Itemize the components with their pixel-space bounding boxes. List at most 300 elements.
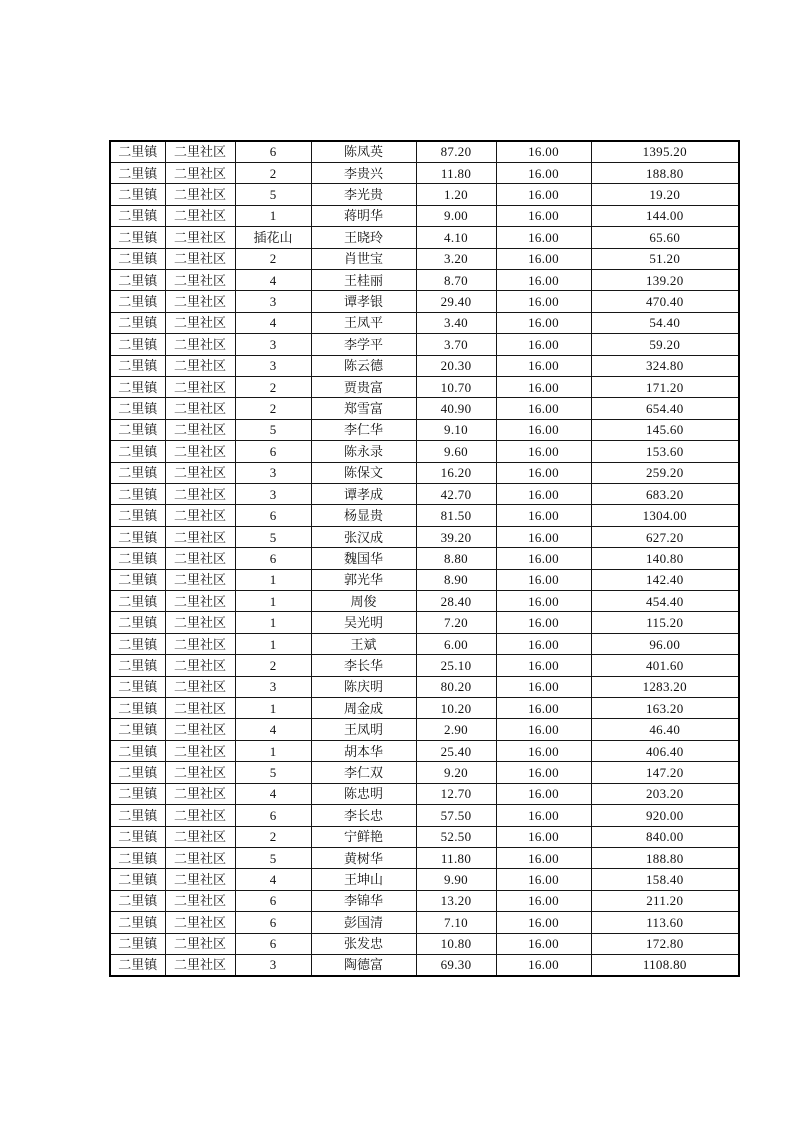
cell-quantity: 11.80 [416,847,496,868]
cell-person-name: 黄树华 [311,847,416,868]
cell-group: 3 [235,334,311,355]
cell-town: 二里镇 [110,762,165,783]
cell-group: 1 [235,698,311,719]
cell-quantity: 7.20 [416,612,496,633]
cell-amount: 59.20 [591,334,739,355]
cell-town: 二里镇 [110,612,165,633]
cell-community: 二里社区 [165,398,235,419]
cell-unit-rate: 16.00 [496,441,591,462]
cell-unit-rate: 16.00 [496,526,591,547]
cell-person-name: 陈永录 [311,441,416,462]
cell-person-name: 贾贵富 [311,376,416,397]
cell-town: 二里镇 [110,248,165,269]
table-row [110,826,739,847]
cell-group: 6 [235,805,311,826]
cell-group: 2 [235,248,311,269]
cell-quantity: 16.20 [416,462,496,483]
cell-town: 二里镇 [110,548,165,569]
cell-community: 二里社区 [165,227,235,248]
cell-community: 二里社区 [165,376,235,397]
cell-amount: 140.80 [591,548,739,569]
cell-person-name: 彭国清 [311,912,416,933]
cell-quantity: 11.80 [416,162,496,183]
cell-community: 二里社区 [165,591,235,612]
cell-person-name: 王坤山 [311,869,416,890]
cell-amount: 115.20 [591,612,739,633]
cell-amount: 96.00 [591,633,739,654]
cell-town: 二里镇 [110,933,165,954]
cell-town: 二里镇 [110,805,165,826]
cell-person-name: 吴光明 [311,612,416,633]
cell-unit-rate: 16.00 [496,419,591,440]
cell-town: 二里镇 [110,291,165,312]
cell-quantity: 3.70 [416,334,496,355]
cell-town: 二里镇 [110,334,165,355]
cell-quantity: 12.70 [416,783,496,804]
table-row [110,419,739,440]
table-row [110,376,739,397]
cell-town: 二里镇 [110,655,165,676]
cell-person-name: 李仁双 [311,762,416,783]
table-row [110,269,739,290]
cell-community: 二里社区 [165,783,235,804]
cell-town: 二里镇 [110,227,165,248]
cell-unit-rate: 16.00 [496,569,591,590]
cell-town: 二里镇 [110,376,165,397]
cell-person-name: 蒋明华 [311,205,416,226]
cell-unit-rate: 16.00 [496,248,591,269]
cell-group: 3 [235,291,311,312]
table-row [110,291,739,312]
cell-unit-rate: 16.00 [496,719,591,740]
cell-quantity: 9.20 [416,762,496,783]
cell-town: 二里镇 [110,890,165,911]
cell-amount: 211.20 [591,890,739,911]
cell-unit-rate: 16.00 [496,162,591,183]
cell-group: 2 [235,398,311,419]
cell-person-name: 郑雪富 [311,398,416,419]
table-row [110,526,739,547]
cell-amount: 627.20 [591,526,739,547]
cell-amount: 172.80 [591,933,739,954]
cell-group: 6 [235,548,311,569]
cell-community: 二里社区 [165,462,235,483]
cell-town: 二里镇 [110,676,165,697]
table-row [110,484,739,505]
cell-person-name: 陶德富 [311,954,416,975]
cell-unit-rate: 16.00 [496,740,591,761]
cell-town: 二里镇 [110,312,165,333]
cell-person-name: 陈云德 [311,355,416,376]
cell-unit-rate: 16.00 [496,954,591,975]
cell-quantity: 25.10 [416,655,496,676]
cell-amount: 19.20 [591,184,739,205]
cell-unit-rate: 16.00 [496,269,591,290]
cell-group: 4 [235,783,311,804]
cell-group: 6 [235,912,311,933]
cell-amount: 144.00 [591,205,739,226]
cell-person-name: 王桂丽 [311,269,416,290]
cell-person-name: 郭光华 [311,569,416,590]
cell-group: 3 [235,355,311,376]
cell-amount: 158.40 [591,869,739,890]
cell-amount: 454.40 [591,591,739,612]
cell-group: 1 [235,633,311,654]
cell-person-name: 肖世宝 [311,248,416,269]
cell-quantity: 40.90 [416,398,496,419]
cell-unit-rate: 16.00 [496,676,591,697]
cell-town: 二里镇 [110,847,165,868]
cell-quantity: 8.70 [416,269,496,290]
cell-quantity: 1.20 [416,184,496,205]
table-row [110,698,739,719]
cell-quantity: 4.10 [416,227,496,248]
cell-person-name: 周俊 [311,591,416,612]
cell-town: 二里镇 [110,954,165,975]
cell-amount: 54.40 [591,312,739,333]
cell-community: 二里社区 [165,248,235,269]
cell-amount: 188.80 [591,847,739,868]
cell-quantity: 87.20 [416,141,496,162]
cell-unit-rate: 16.00 [496,805,591,826]
cell-community: 二里社区 [165,805,235,826]
cell-group: 3 [235,676,311,697]
table-row [110,205,739,226]
cell-unit-rate: 16.00 [496,484,591,505]
table-row [110,227,739,248]
cell-amount: 683.20 [591,484,739,505]
cell-amount: 51.20 [591,248,739,269]
cell-amount: 203.20 [591,783,739,804]
cell-quantity: 69.30 [416,954,496,975]
table-row [110,312,739,333]
cell-person-name: 王凤平 [311,312,416,333]
cell-amount: 840.00 [591,826,739,847]
cell-quantity: 57.50 [416,805,496,826]
cell-community: 二里社区 [165,291,235,312]
cell-person-name: 杨显贵 [311,505,416,526]
cell-community: 二里社区 [165,719,235,740]
cell-town: 二里镇 [110,740,165,761]
cell-quantity: 28.40 [416,591,496,612]
cell-amount: 654.40 [591,398,739,419]
cell-town: 二里镇 [110,355,165,376]
cell-town: 二里镇 [110,912,165,933]
cell-unit-rate: 16.00 [496,184,591,205]
cell-community: 二里社区 [165,847,235,868]
table-row [110,441,739,462]
report-table [109,140,740,977]
table-row [110,655,739,676]
cell-community: 二里社区 [165,698,235,719]
cell-town: 二里镇 [110,591,165,612]
cell-person-name: 李光贵 [311,184,416,205]
cell-quantity: 81.50 [416,505,496,526]
cell-person-name: 李贵兴 [311,162,416,183]
cell-person-name: 李锦华 [311,890,416,911]
cell-town: 二里镇 [110,719,165,740]
cell-community: 二里社区 [165,826,235,847]
table-row [110,912,739,933]
cell-person-name: 李学平 [311,334,416,355]
cell-group: 6 [235,441,311,462]
cell-group: 5 [235,526,311,547]
cell-community: 二里社区 [165,162,235,183]
cell-unit-rate: 16.00 [496,505,591,526]
cell-group: 2 [235,376,311,397]
cell-community: 二里社区 [165,912,235,933]
table-row [110,334,739,355]
cell-quantity: 20.30 [416,355,496,376]
cell-town: 二里镇 [110,398,165,419]
table-row [110,141,739,162]
table-row [110,740,739,761]
cell-unit-rate: 16.00 [496,912,591,933]
table-row [110,162,739,183]
cell-group: 6 [235,141,311,162]
cell-quantity: 9.60 [416,441,496,462]
report-table-container [109,140,740,977]
cell-town: 二里镇 [110,205,165,226]
cell-amount: 1304.00 [591,505,739,526]
cell-quantity: 10.80 [416,933,496,954]
cell-town: 二里镇 [110,419,165,440]
cell-group: 2 [235,826,311,847]
cell-group: 1 [235,569,311,590]
cell-quantity: 52.50 [416,826,496,847]
cell-quantity: 8.90 [416,569,496,590]
cell-group: 1 [235,612,311,633]
cell-town: 二里镇 [110,162,165,183]
cell-amount: 163.20 [591,698,739,719]
table-row [110,462,739,483]
table-row [110,762,739,783]
cell-community: 二里社区 [165,505,235,526]
cell-quantity: 10.70 [416,376,496,397]
cell-town: 二里镇 [110,526,165,547]
table-row [110,591,739,612]
table-row [110,633,739,654]
cell-amount: 139.20 [591,269,739,290]
cell-person-name: 陈忠明 [311,783,416,804]
cell-town: 二里镇 [110,141,165,162]
report-table-body [110,141,739,976]
cell-amount: 1108.80 [591,954,739,975]
cell-community: 二里社区 [165,890,235,911]
cell-community: 二里社区 [165,612,235,633]
cell-group: 3 [235,462,311,483]
table-row [110,719,739,740]
table-row [110,890,739,911]
cell-amount: 65.60 [591,227,739,248]
cell-unit-rate: 16.00 [496,762,591,783]
table-row [110,355,739,376]
cell-group: 2 [235,655,311,676]
cell-person-name: 谭孝银 [311,291,416,312]
cell-amount: 113.60 [591,912,739,933]
cell-person-name: 李长华 [311,655,416,676]
cell-community: 二里社区 [165,869,235,890]
cell-group: 6 [235,505,311,526]
cell-community: 二里社区 [165,740,235,761]
cell-amount: 324.80 [591,355,739,376]
table-row [110,248,739,269]
cell-person-name: 陈保文 [311,462,416,483]
cell-unit-rate: 16.00 [496,548,591,569]
cell-amount: 1283.20 [591,676,739,697]
cell-unit-rate: 16.00 [496,398,591,419]
cell-person-name: 周金成 [311,698,416,719]
cell-community: 二里社区 [165,526,235,547]
cell-town: 二里镇 [110,826,165,847]
cell-unit-rate: 16.00 [496,291,591,312]
cell-unit-rate: 16.00 [496,612,591,633]
cell-amount: 406.40 [591,740,739,761]
cell-town: 二里镇 [110,484,165,505]
cell-unit-rate: 16.00 [496,890,591,911]
cell-town: 二里镇 [110,505,165,526]
cell-person-name: 王晓玲 [311,227,416,248]
cell-community: 二里社区 [165,548,235,569]
cell-community: 二里社区 [165,569,235,590]
table-row [110,505,739,526]
cell-unit-rate: 16.00 [496,847,591,868]
cell-community: 二里社区 [165,312,235,333]
cell-quantity: 9.90 [416,869,496,890]
cell-group: 5 [235,762,311,783]
cell-town: 二里镇 [110,441,165,462]
cell-unit-rate: 16.00 [496,227,591,248]
cell-quantity: 42.70 [416,484,496,505]
table-row [110,184,739,205]
table-row [110,805,739,826]
cell-amount: 259.20 [591,462,739,483]
table-row [110,933,739,954]
cell-amount: 142.40 [591,569,739,590]
cell-group: 6 [235,933,311,954]
cell-town: 二里镇 [110,269,165,290]
cell-town: 二里镇 [110,698,165,719]
cell-town: 二里镇 [110,783,165,804]
cell-community: 二里社区 [165,355,235,376]
cell-community: 二里社区 [165,655,235,676]
cell-quantity: 29.40 [416,291,496,312]
cell-quantity: 2.90 [416,719,496,740]
table-row [110,676,739,697]
cell-person-name: 魏国华 [311,548,416,569]
table-row [110,783,739,804]
cell-community: 二里社区 [165,184,235,205]
cell-quantity: 8.80 [416,548,496,569]
cell-amount: 401.60 [591,655,739,676]
cell-group: 3 [235,954,311,975]
cell-amount: 46.40 [591,719,739,740]
cell-group: 5 [235,847,311,868]
cell-community: 二里社区 [165,762,235,783]
cell-community: 二里社区 [165,933,235,954]
cell-group: 3 [235,484,311,505]
cell-unit-rate: 16.00 [496,869,591,890]
cell-quantity: 6.00 [416,633,496,654]
cell-group: 4 [235,312,311,333]
cell-unit-rate: 16.00 [496,783,591,804]
cell-unit-rate: 16.00 [496,376,591,397]
cell-unit-rate: 16.00 [496,591,591,612]
cell-quantity: 3.40 [416,312,496,333]
table-row [110,569,739,590]
cell-unit-rate: 16.00 [496,633,591,654]
table-row [110,954,739,975]
cell-unit-rate: 16.00 [496,141,591,162]
cell-group: 5 [235,184,311,205]
cell-unit-rate: 16.00 [496,355,591,376]
cell-person-name: 陈凤英 [311,141,416,162]
cell-group: 1 [235,591,311,612]
cell-town: 二里镇 [110,462,165,483]
cell-community: 二里社区 [165,419,235,440]
cell-unit-rate: 16.00 [496,312,591,333]
cell-town: 二里镇 [110,869,165,890]
cell-town: 二里镇 [110,184,165,205]
cell-community: 二里社区 [165,334,235,355]
cell-unit-rate: 16.00 [496,698,591,719]
cell-amount: 171.20 [591,376,739,397]
cell-town: 二里镇 [110,569,165,590]
cell-group: 4 [235,269,311,290]
cell-amount: 145.60 [591,419,739,440]
cell-quantity: 80.20 [416,676,496,697]
cell-quantity: 9.00 [416,205,496,226]
cell-quantity: 39.20 [416,526,496,547]
cell-unit-rate: 16.00 [496,655,591,676]
cell-person-name: 张汉成 [311,526,416,547]
cell-quantity: 7.10 [416,912,496,933]
cell-person-name: 王斌 [311,633,416,654]
cell-person-name: 张发忠 [311,933,416,954]
cell-quantity: 10.20 [416,698,496,719]
cell-quantity: 13.20 [416,890,496,911]
cell-community: 二里社区 [165,141,235,162]
cell-quantity: 9.10 [416,419,496,440]
cell-group: 1 [235,740,311,761]
cell-unit-rate: 16.00 [496,826,591,847]
cell-amount: 1395.20 [591,141,739,162]
cell-group: 4 [235,869,311,890]
cell-amount: 470.40 [591,291,739,312]
cell-group: 2 [235,162,311,183]
cell-group: 1 [235,205,311,226]
cell-unit-rate: 16.00 [496,205,591,226]
cell-amount: 188.80 [591,162,739,183]
cell-person-name: 陈庆明 [311,676,416,697]
cell-group: 插花山 [235,227,311,248]
cell-community: 二里社区 [165,441,235,462]
cell-quantity: 25.40 [416,740,496,761]
cell-person-name: 李长忠 [311,805,416,826]
cell-community: 二里社区 [165,954,235,975]
cell-group: 5 [235,419,311,440]
cell-person-name: 谭孝成 [311,484,416,505]
cell-community: 二里社区 [165,484,235,505]
cell-unit-rate: 16.00 [496,334,591,355]
cell-amount: 153.60 [591,441,739,462]
cell-group: 4 [235,719,311,740]
table-row [110,548,739,569]
table-row [110,869,739,890]
cell-person-name: 宁鲜艳 [311,826,416,847]
table-row [110,847,739,868]
cell-quantity: 3.20 [416,248,496,269]
